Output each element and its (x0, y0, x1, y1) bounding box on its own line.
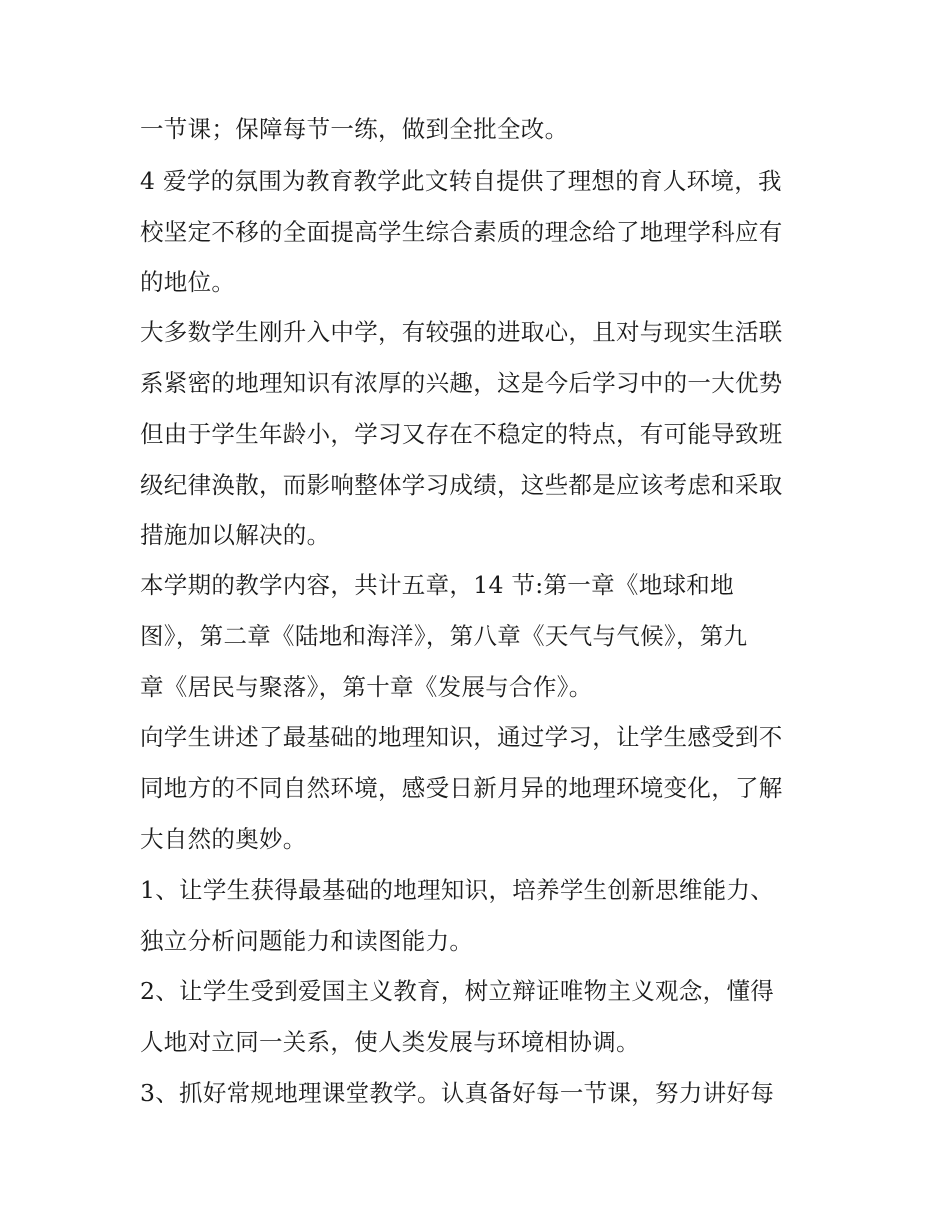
text-line: 独立分析问题能力和读图能力。 (140, 927, 474, 955)
text-line: 3、抓好常规地理课堂教学。认真备好每一节课，努力讲好每 (140, 1079, 775, 1107)
text-line: 大多数学生刚升入中学，有较强的进取心，且对与现实生活联 (140, 318, 783, 346)
text-line: 措施加以解决的。 (140, 521, 331, 549)
text-line: 的地位。 (140, 268, 236, 296)
text-line: 图》，第二章《陆地和海洋》，第八章《天气与气候》，第九 (140, 622, 748, 650)
text-line: 同地方的不同自然环境，感受日新月异的地理环境变化，了解 (140, 774, 783, 802)
text-line: 章《居民与聚落》，第十章《发展与合作》。 (140, 673, 593, 701)
text-line: 本学期的教学内容，共计五章，14 节:第一章《地球和地 (140, 571, 734, 599)
text-line: 4 爱学的氛围为教育教学此文转自提供了理想的育人环境，我 (140, 167, 782, 195)
text-line: 人地对立同一关系，使人类发展与环境相协调。 (140, 1028, 640, 1056)
text-line: 大自然的奥妙。 (140, 825, 307, 853)
text-line: 系紧密的地理知识有浓厚的兴趣，这是今后学习中的一大优势 (140, 369, 783, 397)
text-line: 级纪律涣散，而影响整体学习成绩，这些都是应该考虑和采取 (140, 471, 783, 499)
text-line: 校坚定不移的全面提高学生综合素质的理念给了地理学科应有 (140, 218, 783, 246)
text-line: 一节课；保障每节一练，做到全批全改。 (140, 115, 569, 143)
text-line: 1、让学生获得最基础的地理知识，培养学生创新思维能力、 (140, 876, 775, 904)
text-line: 2、让学生受到爱国主义教育，树立辩证唯物主义观念，懂得 (140, 977, 775, 1005)
text-line: 但由于学生年龄小，学习又存在不稳定的特点，有可能导致班 (140, 420, 783, 448)
text-line: 向学生讲述了最基础的地理知识，通过学习，让学生感受到不 (140, 723, 783, 751)
